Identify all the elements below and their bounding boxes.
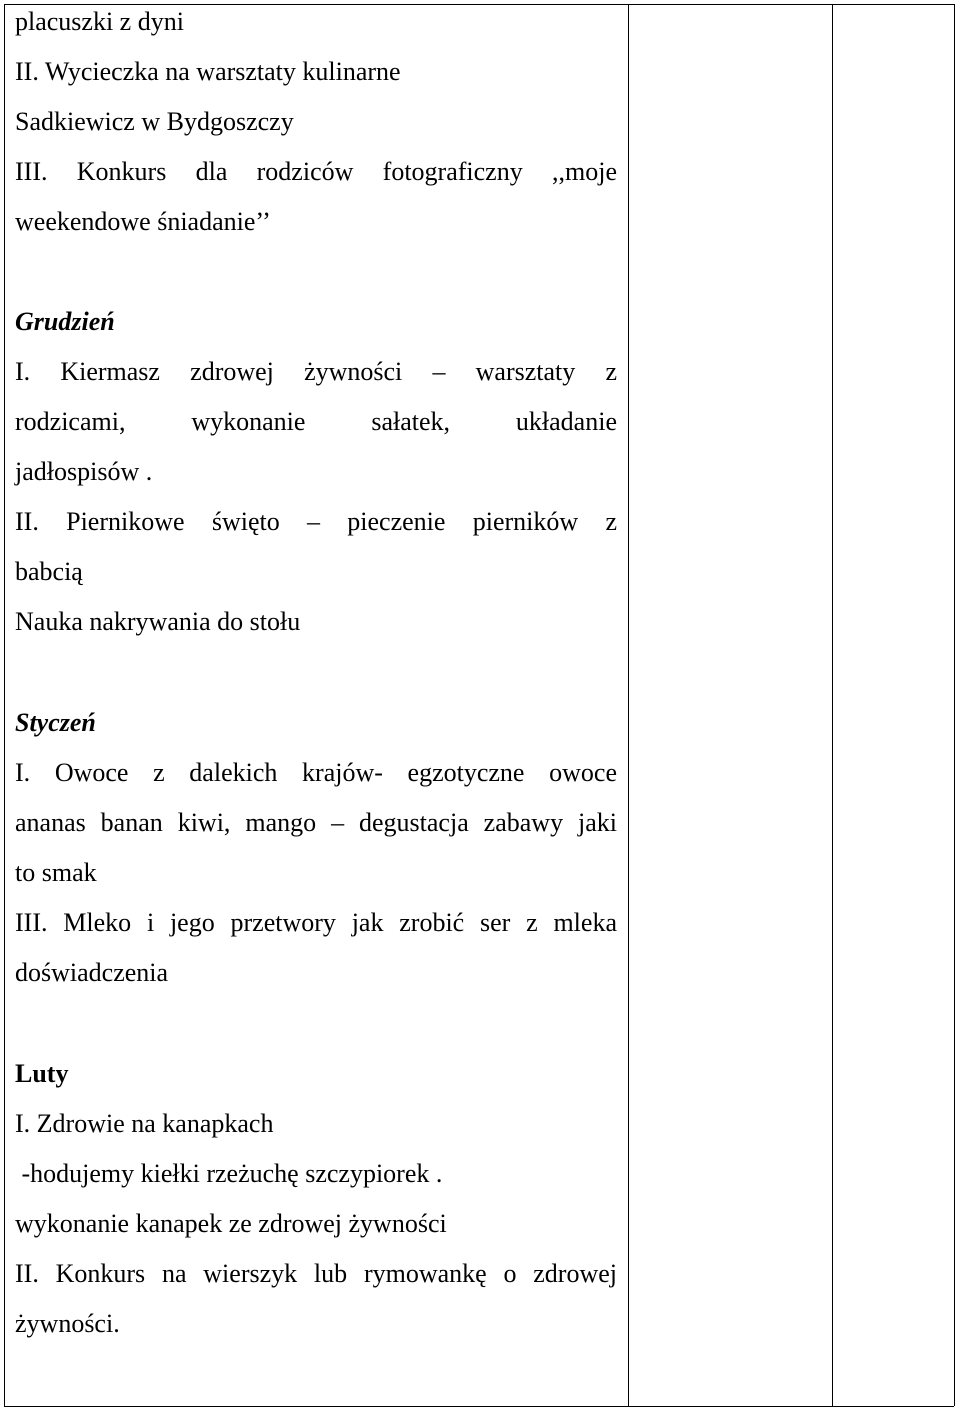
text-line: I. Zdrowie na kanapkach <box>15 1109 274 1138</box>
text-line: II. Wycieczka na warsztaty kulinarne <box>15 57 401 86</box>
text-line: Nauka nakrywania do stołu <box>15 607 301 636</box>
text-line: placuszki z dyni <box>15 7 184 36</box>
text-line: jadłospisów . <box>15 457 153 486</box>
text-line: -hodujemy kiełki rzeżuchę szczypiorek . <box>15 1159 443 1188</box>
text-line: III. Mleko i jego przetwory jak zrobić ser z mleka <box>15 908 617 937</box>
text-line: doświadczenia <box>15 958 169 987</box>
text-line: III. Konkurs dla rodziców fotograficzny ,,moje <box>15 157 617 186</box>
text-line: I. Owoce z dalekich krajów- egzotyczne owoce <box>15 758 617 787</box>
table-border-left <box>4 4 5 1406</box>
table-border-right <box>954 4 955 1406</box>
month-heading-january: Styczeń <box>15 708 96 737</box>
table-column-divider-2 <box>832 4 833 1406</box>
text-line: wykonanie kanapek ze zdrowej żywności <box>15 1209 447 1238</box>
text-line: Sadkiewicz w Bydgoszczy <box>15 107 294 136</box>
text-line: weekendowe śniadanie’’ <box>15 207 271 236</box>
activity-cell <box>15 0 617 1400</box>
text-line: I. Kiermasz zdrowej żywności – warsztaty z <box>15 357 617 386</box>
text-line: II. Konkurs na wierszyk lub rymowankę o zdrowej <box>15 1259 617 1288</box>
text-line: ananas banan kiwi, mango – degustacja zabawy jaki <box>15 808 617 837</box>
text-line: to smak <box>15 858 97 887</box>
month-heading-december: Grudzień <box>15 307 115 336</box>
table-column-divider-1 <box>628 4 629 1406</box>
text-line: babcią <box>15 557 83 586</box>
text-line: rodzicami, wykonanie sałatek, układanie <box>15 407 617 436</box>
text-line: żywności. <box>15 1309 120 1338</box>
text-line: II. Piernikowe święto – pieczenie pierników z <box>15 507 617 536</box>
month-heading-february: Luty <box>15 1059 69 1088</box>
table-border-bottom <box>4 1406 954 1407</box>
